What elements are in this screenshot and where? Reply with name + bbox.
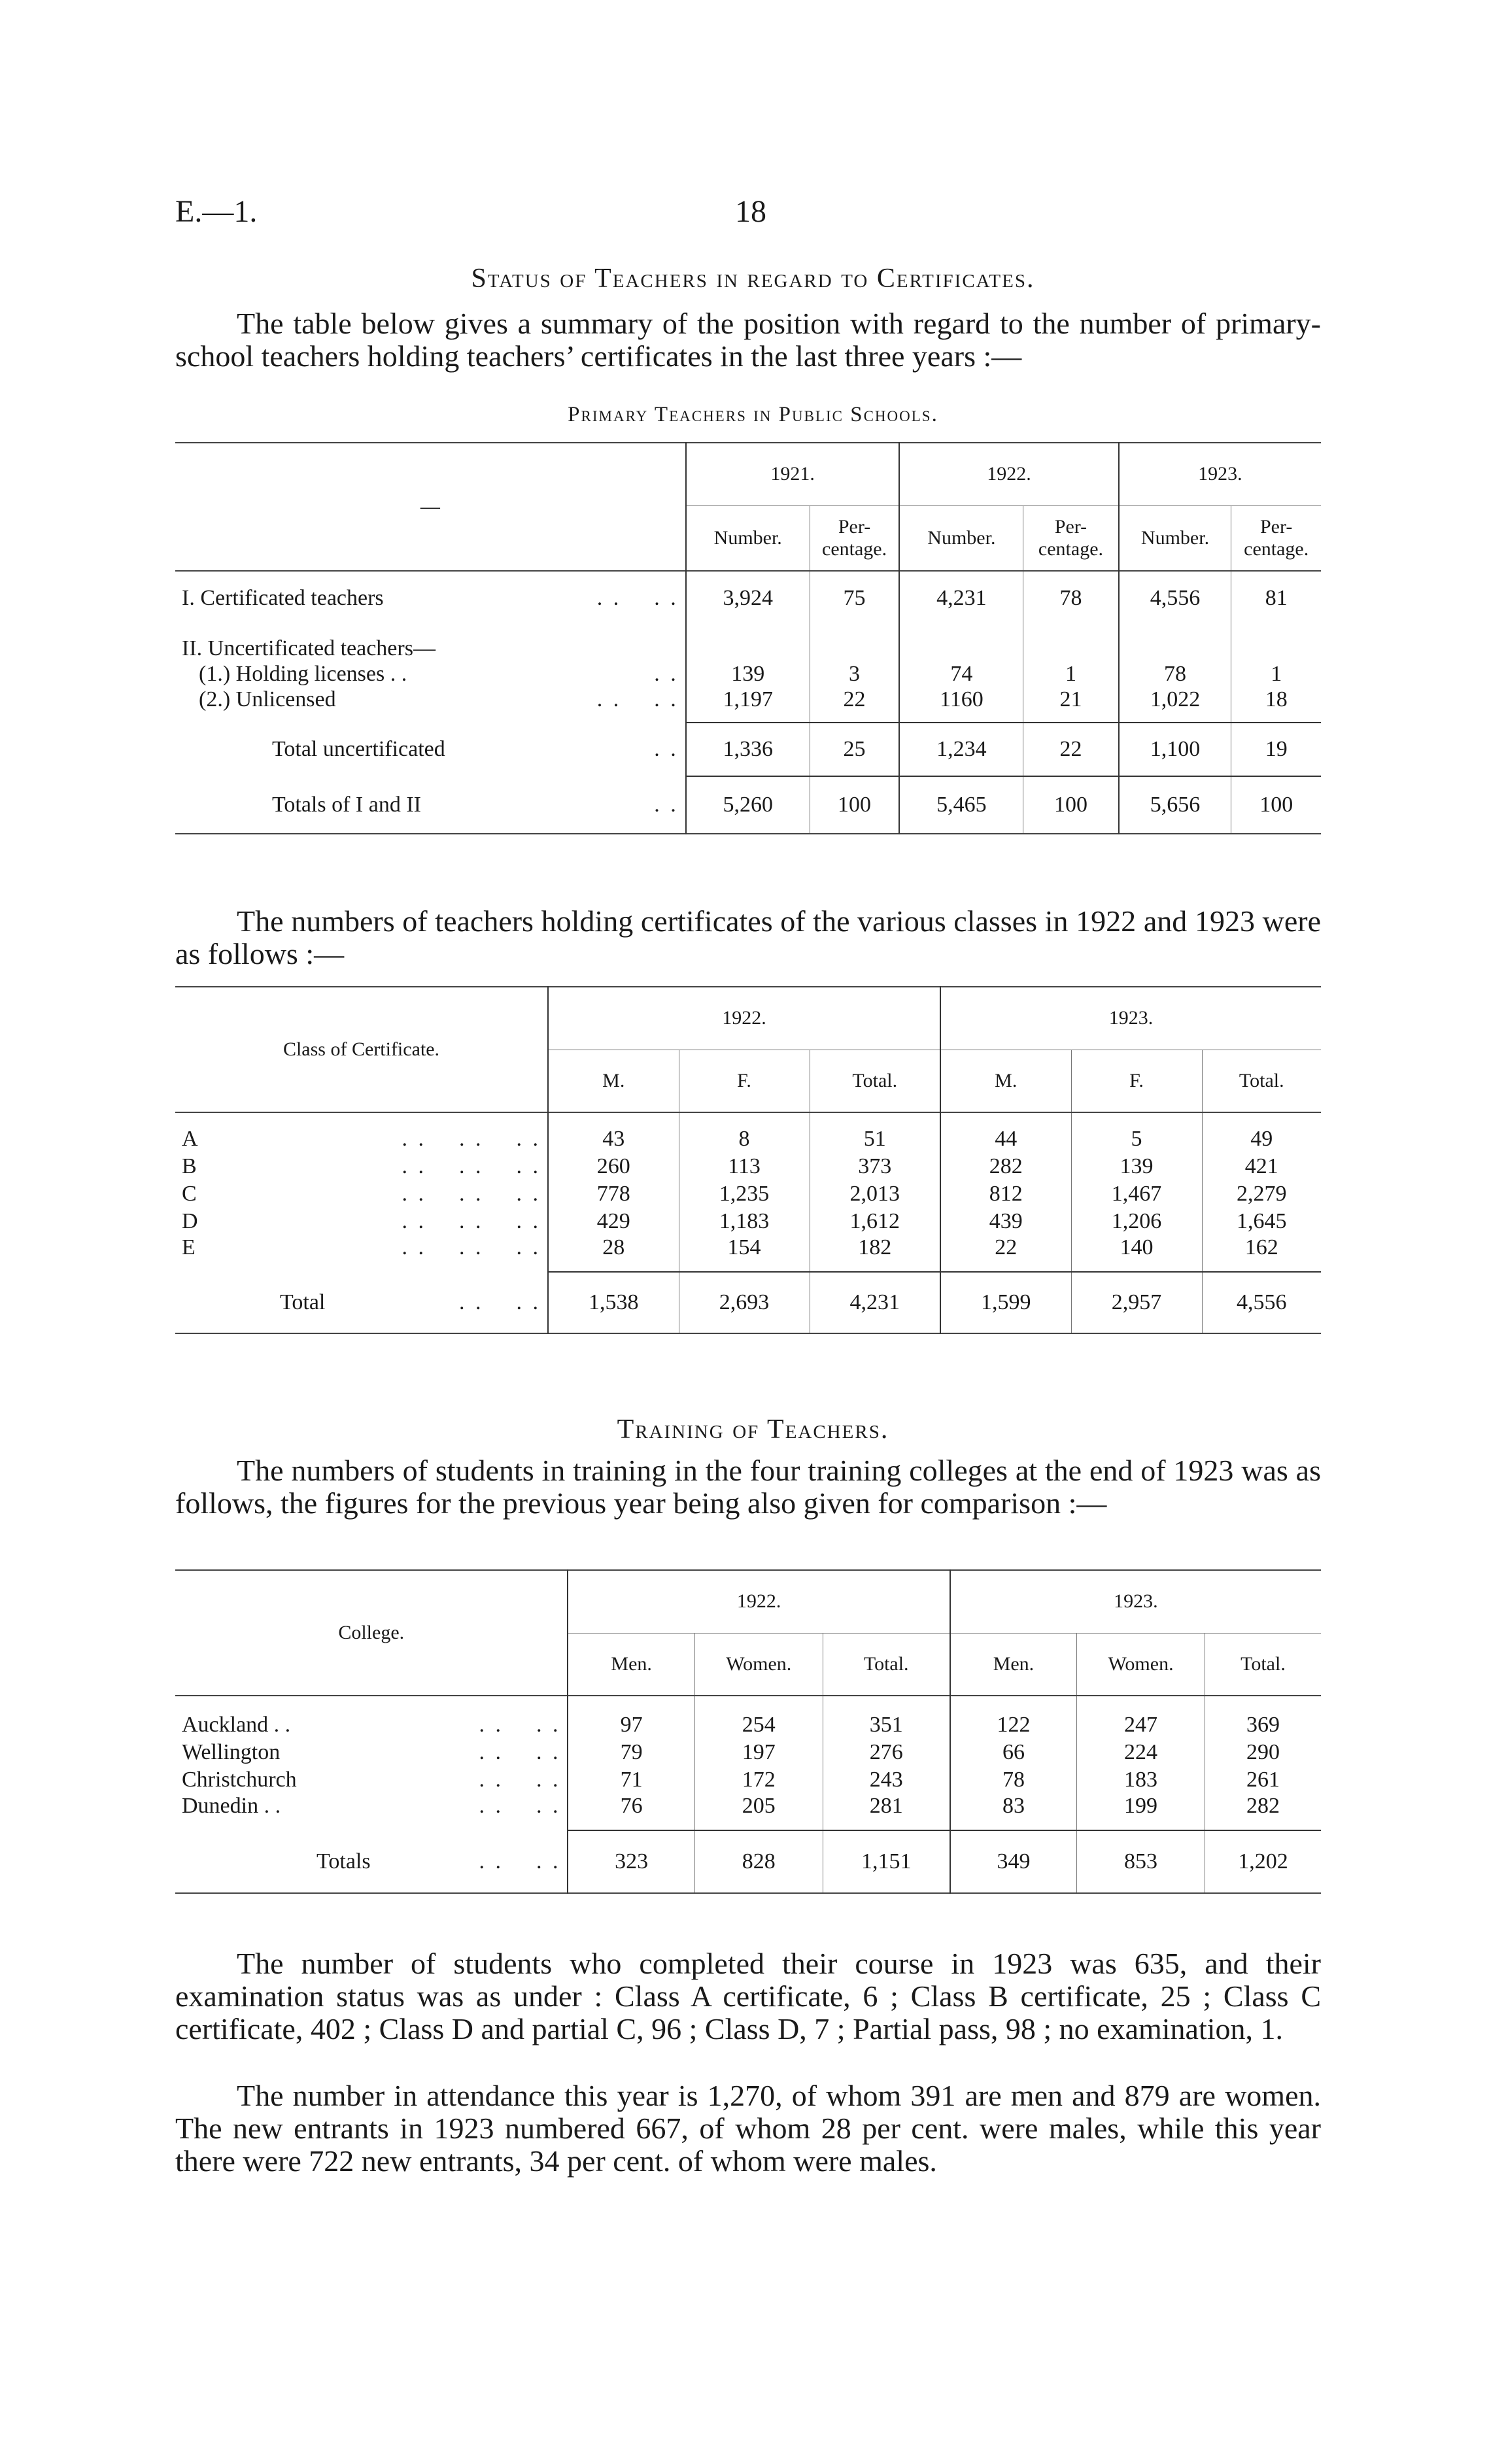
cell: 1,467 [1071, 1180, 1202, 1208]
table3-header-men: Men. [568, 1633, 694, 1696]
primary-teachers-table-title: Primary Teachers in Public Schools. [568, 403, 938, 426]
row-label: E [182, 1235, 196, 1259]
cell: 197 [694, 1739, 823, 1766]
table1-corner: — [420, 496, 440, 517]
table3-header-men: Men. [950, 1633, 1077, 1696]
cell: 122 [950, 1711, 1077, 1739]
leader-dots: . . . . [459, 1290, 541, 1314]
table3-row-dunedin [175, 1794, 1321, 1830]
cell: 97 [568, 1711, 694, 1739]
row-label: Auckland . . [182, 1713, 291, 1737]
cell: 2,279 [1202, 1180, 1321, 1208]
cell: 853 [1077, 1830, 1205, 1893]
cell: 18 [1231, 687, 1321, 723]
row-label: Total [280, 1290, 326, 1314]
table2-row-c [175, 1180, 1321, 1208]
cell: 66 [950, 1739, 1077, 1766]
cell: 369 [1205, 1711, 1321, 1739]
row-label: I. Certificated teachers [182, 585, 384, 610]
leader-dots: . . . . [596, 585, 679, 610]
running-head [175, 194, 1326, 233]
cell: 1,336 [686, 723, 810, 776]
table1-row-uncertificated-heading [175, 625, 1321, 661]
cell: 139 [1071, 1153, 1202, 1180]
cell: 75 [810, 571, 899, 625]
cell: 140 [1071, 1235, 1202, 1272]
cell: 1 [1023, 661, 1119, 687]
cell: 1160 [899, 687, 1023, 723]
cell: 2,013 [810, 1180, 940, 1208]
cell: 349 [950, 1830, 1077, 1893]
cell: 1,151 [823, 1830, 950, 1893]
cell: 421 [1202, 1153, 1321, 1180]
cell: 5,260 [686, 776, 810, 834]
certificate-classes-table [175, 986, 1321, 1334]
cell: 429 [548, 1208, 679, 1235]
table1-header-percentage: Per-centage. [1231, 505, 1321, 571]
training-colleges-table [175, 1569, 1321, 1894]
leader-dots: . . [654, 662, 679, 686]
table2-header-m: M. [940, 1050, 1071, 1112]
table1-header-number: Number. [899, 505, 1023, 571]
cell: 1,612 [810, 1208, 940, 1235]
cell: 172 [694, 1766, 823, 1794]
table1-row-unlicensed [175, 687, 1321, 723]
row-label: Totals of I and II [272, 792, 421, 817]
cell: 260 [548, 1153, 679, 1180]
cell: 81 [1231, 571, 1321, 625]
cell: 71 [568, 1766, 694, 1794]
cell: 1,206 [1071, 1208, 1202, 1235]
cell: 812 [940, 1180, 1071, 1208]
table3-corner: College. [338, 1622, 405, 1643]
table2-header-m: M. [548, 1050, 679, 1112]
cell: 3 [810, 661, 899, 687]
cell: 22 [810, 687, 899, 723]
cell: 2,693 [679, 1272, 810, 1333]
row-label: A [182, 1127, 198, 1151]
leader-dots: . . . . . . [402, 1235, 541, 1259]
cell: 4,231 [899, 571, 1023, 625]
cell: 5,465 [899, 776, 1023, 834]
row-label: D [182, 1209, 198, 1233]
table2-year-1922: 1922. [548, 987, 940, 1050]
cell: 139 [686, 661, 810, 687]
table2-header-total: Total. [810, 1050, 940, 1112]
cell: 1,183 [679, 1208, 810, 1235]
leader-dots: . . . . . . [402, 1127, 541, 1151]
leader-dots: . . . . [596, 687, 679, 711]
training-heading: Training of Teachers. [617, 1414, 889, 1445]
table2-row-b [175, 1153, 1321, 1180]
cell: 78 [1023, 571, 1119, 625]
cell: 323 [568, 1830, 694, 1893]
cell: 276 [823, 1739, 950, 1766]
table1-year-1921: 1921. [686, 443, 900, 505]
row-label: Wellington [182, 1740, 281, 1764]
table2-row-total [175, 1272, 1321, 1333]
leader-dots: . . . . [479, 1713, 561, 1737]
cell: 205 [694, 1794, 823, 1830]
cell: 1,538 [548, 1272, 679, 1333]
cell: 76 [568, 1794, 694, 1830]
table1-header-number: Number. [686, 505, 810, 571]
cell: 1 [1231, 661, 1321, 687]
table1-row-certificated [175, 571, 1321, 625]
row-label: Dunedin . . [182, 1794, 281, 1818]
cell: 100 [1231, 776, 1321, 834]
leader-dots: . . . . [479, 1794, 561, 1818]
cell: 373 [810, 1153, 940, 1180]
cell: 78 [1119, 661, 1231, 687]
table3-row-auckland [175, 1711, 1321, 1739]
table1-row-total-uncertificated [175, 723, 1321, 776]
table2-header-f: F. [1071, 1050, 1202, 1112]
leader-dots: . . . . [479, 1740, 561, 1764]
primary-teachers-table [175, 442, 1321, 834]
leader-dots: . . [654, 737, 679, 761]
table3-year-1922: 1922. [568, 1570, 950, 1633]
cell: 4,556 [1202, 1272, 1321, 1333]
cell: 1,235 [679, 1180, 810, 1208]
cell: 1,234 [899, 723, 1023, 776]
cell: 44 [940, 1125, 1071, 1153]
cell: 162 [1202, 1235, 1321, 1272]
cell: 19 [1231, 723, 1321, 776]
leader-dots: . . . . . . [402, 1209, 541, 1233]
cell: 351 [823, 1711, 950, 1739]
cell: 282 [940, 1153, 1071, 1180]
cell: 3,924 [686, 571, 810, 625]
cell: 439 [940, 1208, 1071, 1235]
cell: 1,202 [1205, 1830, 1321, 1893]
table1-row-totals [175, 776, 1321, 834]
table2-year-1923: 1923. [940, 987, 1321, 1050]
table1-header-percentage: Per-centage. [1023, 505, 1119, 571]
cell: 28 [548, 1235, 679, 1272]
row-label: Totals [317, 1849, 371, 1874]
table3-row-totals [175, 1830, 1321, 1893]
leader-dots: . . [654, 792, 679, 817]
table2-header-f: F. [679, 1050, 810, 1112]
cell: 4,556 [1119, 571, 1231, 625]
cell: 4,231 [810, 1272, 940, 1333]
cell: 22 [1023, 723, 1119, 776]
table1-row-holding-licenses [175, 661, 1321, 687]
cell: 83 [950, 1794, 1077, 1830]
row-label: B [182, 1154, 197, 1178]
report-code: E.—1. [175, 194, 258, 229]
table1-year-1923: 1923. [1119, 443, 1321, 505]
table3-year-1923: 1923. [950, 1570, 1321, 1633]
cell: 261 [1205, 1766, 1321, 1794]
table2-corner: Class of Certificate. [282, 1038, 440, 1060]
cell: 113 [679, 1153, 810, 1180]
cell: 78 [950, 1766, 1077, 1794]
cell: 51 [810, 1125, 940, 1153]
status-intro-paragraph: The table below gives a summary of the position with regard to the number of primary-school teachers holding teachers’ certificates in the last three years :— [175, 307, 1321, 373]
cell: 49 [1202, 1125, 1321, 1153]
classes-intro-paragraph: The numbers of teachers holding certificates of the various classes in 1922 and 1923 were as follows :— [175, 904, 1321, 970]
cell: 5 [1071, 1125, 1202, 1153]
leader-dots: . . . . . . [402, 1154, 541, 1178]
cell: 1,100 [1119, 723, 1231, 776]
table1-header-number: Number. [1119, 505, 1231, 571]
cell: 1,645 [1202, 1208, 1321, 1235]
row-label: II. Uncertificated teachers— [182, 636, 436, 660]
cell: 1,022 [1119, 687, 1231, 723]
cell: 74 [899, 661, 1023, 687]
cell: 1,599 [940, 1272, 1071, 1333]
cell: 254 [694, 1711, 823, 1739]
leader-dots: . . . . [479, 1849, 561, 1874]
cell: 290 [1205, 1739, 1321, 1766]
table3-header-women: Women. [694, 1633, 823, 1696]
table2-header-total: Total. [1202, 1050, 1321, 1112]
cell: 281 [823, 1794, 950, 1830]
table3-header-total: Total. [1205, 1633, 1321, 1696]
table1-year-1922: 1922. [899, 443, 1118, 505]
leader-dots: . . . . . . [402, 1182, 541, 1206]
leader-dots: . . . . [479, 1768, 561, 1792]
table3-row-wellington [175, 1739, 1321, 1766]
row-label: Christchurch [182, 1768, 297, 1792]
cell: 22 [940, 1235, 1071, 1272]
table2-row-d [175, 1208, 1321, 1235]
completion-paragraph: The number of students who completed their course in 1923 was 635, and their examination status was as under : Class A certificate, 6 ; Class B certificate, 25 ; Class C certificate, 402 ; Class D and partial C, 96 ; Class D, 7 ; Partial pass, 98 ; no examination, 1. [175, 1947, 1321, 2045]
cell: 224 [1077, 1739, 1205, 1766]
cell: 199 [1077, 1794, 1205, 1830]
table2-row-a [175, 1125, 1321, 1153]
table3-row-christchurch [175, 1766, 1321, 1794]
table3-header-total: Total. [823, 1633, 950, 1696]
cell: 182 [810, 1235, 940, 1272]
cell: 282 [1205, 1794, 1321, 1830]
cell: 100 [1023, 776, 1119, 834]
table1-header-percentage: Per-centage. [810, 505, 899, 571]
page-number: 18 [735, 194, 766, 229]
cell: 100 [810, 776, 899, 834]
cell: 79 [568, 1739, 694, 1766]
status-heading: Status of Teachers in regard to Certificates. [471, 264, 1035, 294]
table3-header-women: Women. [1077, 1633, 1205, 1696]
cell: 778 [548, 1180, 679, 1208]
row-label: C [182, 1182, 197, 1206]
row-label: (2.) Unlicensed [199, 687, 336, 711]
cell: 2,957 [1071, 1272, 1202, 1333]
cell: 25 [810, 723, 899, 776]
cell: 5,656 [1119, 776, 1231, 834]
cell: 8 [679, 1125, 810, 1153]
row-label: (1.) Holding licenses . . [199, 662, 407, 686]
cell: 247 [1077, 1711, 1205, 1739]
cell: 154 [679, 1235, 810, 1272]
cell: 43 [548, 1125, 679, 1153]
row-label: Total uncertificated [272, 737, 445, 761]
cell: 828 [694, 1830, 823, 1893]
training-intro-paragraph: The numbers of students in training in the four training colleges at the end of 1923 was as follows, the figures for the previous year being also given for comparison :— [175, 1454, 1321, 1520]
attendance-paragraph: The number in attendance this year is 1,270, of whom 391 are men and 879 are women. The new entrants in 1923 numbered 667, of whom 28 per cent. were males, while this year there were 722 new entrants, 34 per cent. of whom were males. [175, 2079, 1321, 2178]
cell: 243 [823, 1766, 950, 1794]
cell: 183 [1077, 1766, 1205, 1794]
cell: 1,197 [686, 687, 810, 723]
table2-row-e [175, 1235, 1321, 1272]
cell: 21 [1023, 687, 1119, 723]
